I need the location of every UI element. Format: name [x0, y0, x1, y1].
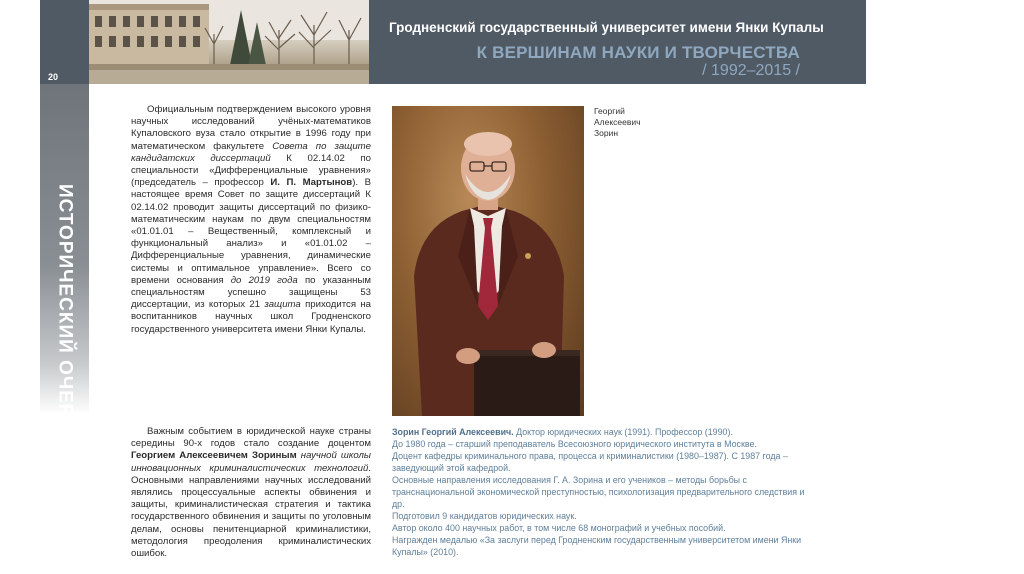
- text-italic: Совета по защите кандидатских диссертаций: [131, 140, 371, 164]
- university-name: Гродненский государственный университет имени Янки Купалы: [389, 20, 824, 35]
- text-span: приходится на воспитанников научных школ Гродненского государственного университета имени Янки Купалы.: [131, 299, 371, 335]
- caption-line: Алексеевич: [594, 117, 641, 127]
- portrait-photo: [392, 106, 584, 416]
- text-span: ). В настоящее время Совет по защите диссертаций К 02.14.02 проводит защиты диссертаций по физико-математическим наукам по двум специальностям «01.01.01 – Вещественный, комплексный и функциональный анализ» и «01.01.02 – Дифференциальные уравнения, динамические системы и оптимальное управление». Всего со времени основания: [131, 177, 371, 286]
- header-band: [369, 0, 866, 84]
- section-title-text: ИСТОРИЧЕСКИЙ ОЧЕРК: [54, 184, 76, 431]
- book-years: / 1992–2015 /: [702, 62, 800, 79]
- paragraph-dissertation-council: [131, 104, 371, 336]
- text-span: Важным событием в юридической науке страны середины 90-х годов стало создание доцентом: [131, 426, 371, 450]
- bio-line: Основные направления исследования Г. А. Зорина и его учеников – методы борьбы с транснациональной экономической преступностью, психологизация предварительного следствия и др.: [392, 475, 805, 509]
- text-bold: Георгием Алексеевичем Зориным: [131, 450, 297, 462]
- side-strip: [40, 84, 89, 431]
- bio-line: [392, 426, 812, 438]
- text-span: по указанным специальностям успешно защищены 53 диссертации, из которых 21: [131, 274, 371, 311]
- portrait-caption: [594, 106, 674, 139]
- header-campus-photo: [89, 0, 369, 84]
- text-span: . Основными направлениями научных исследований являлись процессуальные аспекты обвинения и защиты, криминалистическая стратегия и тактика государственного обвинения и защиты по уголовным делам, основы пенитенциарной криминалистики, методология преодоления криминалистических ошибок.: [131, 462, 371, 560]
- text-italic: защита: [264, 299, 301, 311]
- text-bold: И. П. Мартынов: [270, 177, 353, 189]
- bio-name: Зорин Георгий Алексеевич.: [392, 427, 514, 437]
- bio-line: Награжден медалью «За заслуги перед Гродненским государственным университетом имени Янки Купалы» (2010).: [392, 535, 802, 557]
- text-italic: до 2019 года: [230, 274, 298, 286]
- text-span: Официальным подтверждением высокого уровня научных исследований учёных-математиков Купаловского вуза стало открытие в 1996 году при математическом факультете: [131, 104, 371, 152]
- bio-line: Автор около 400 научных работ, в том числе 68 монографий и учебных пособий.: [392, 523, 726, 533]
- bio-degree: Доктор юридических наук (1991). Профессор (1990).: [513, 427, 733, 437]
- page-number: 20: [48, 72, 59, 82]
- bio-line: Доцент кафедры криминального права, процесса и криминалистики (1980–1987). С 1987 года – заведующий этой кафедрой.: [392, 451, 788, 473]
- caption-line: Георгий: [594, 106, 625, 116]
- paragraph-legal-science: [131, 426, 371, 560]
- section-title-vertical: [42, 184, 87, 431]
- bio-line: Подготовил 9 кандидатов юридических наук.: [392, 511, 577, 521]
- text-span: К 02.14.02 по специальности «Дифференциальные уравнения» (председатель – профессор: [131, 152, 371, 189]
- biography-block: [392, 426, 812, 558]
- caption-line: Зорин: [594, 128, 619, 138]
- text-italic: научной школы инновационных криминалистических технологий: [131, 450, 371, 474]
- book-title: К ВЕРШИНАМ НАУКИ И ТВОРЧЕСТВА: [476, 43, 800, 62]
- bio-line: До 1980 года – старший преподаватель Всесоюзного юридического института в Москве.: [392, 439, 757, 449]
